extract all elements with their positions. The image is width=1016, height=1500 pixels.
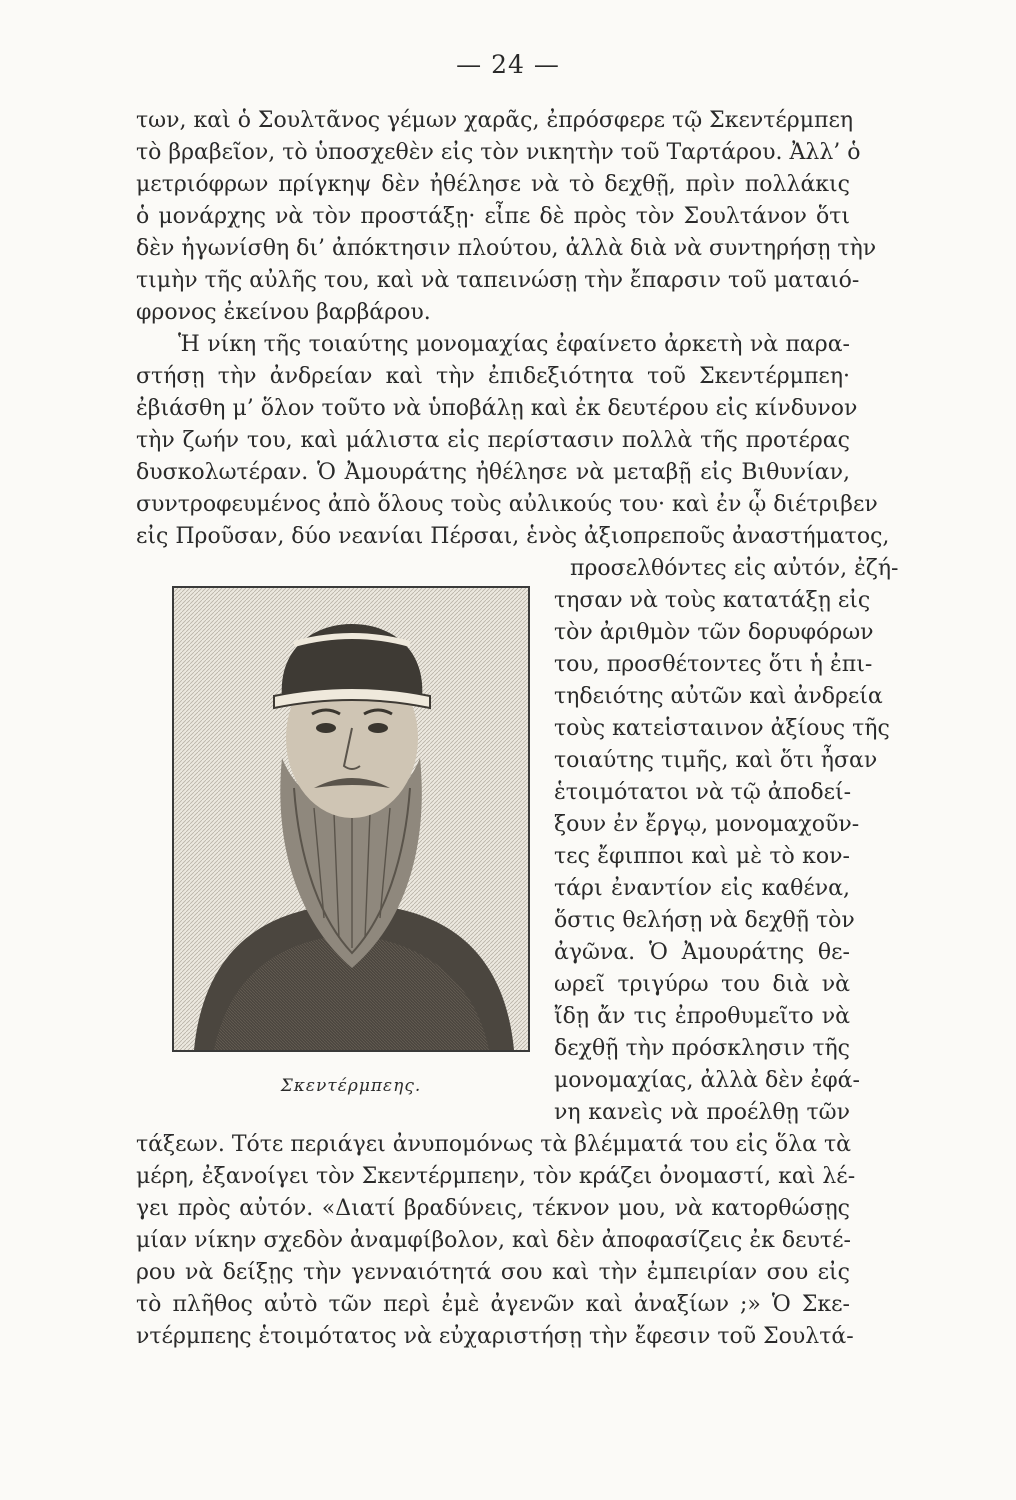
text-line: γει πρὸς αὐτόν. «Διατί βραδύνεις, τέκνον μου, νὰ κατορθώσῃς	[136, 1196, 850, 1221]
text-line: του, προσθέτοντες ὅτι ἡ ἐπι-	[554, 652, 873, 677]
text-line: συντροφευμένος ἀπὸ ὅλους τοὺς αὐλικούς του· καὶ ἐν ᾧ διέτριβεν	[136, 492, 878, 517]
text-line: ρου νὰ δείξῃς τὴν γενναιότητά σου καὶ τὴν ἐμπειρίαν σου εἰς	[136, 1260, 850, 1285]
text-line: τοὺς κατεἱσταινον ἀξίους τῆς	[554, 716, 890, 741]
text-line: ὁ μονάρχης νὰ τὸν προστάξῃ· εἶπε δὲ πρὸς τὸν Σουλτάνον ὅτι	[136, 204, 850, 229]
text-line: μετριόφρων πρίγκηψ δὲν ἠθέλησε νὰ τὸ δεχθῇ, πρὶν πολλάκις	[136, 172, 850, 197]
text-line: τηδειότης αὐτῶν καὶ ἀνδρεία	[554, 684, 883, 709]
text-line: ἴδῃ ἄν τις ἐπροθυμεῖτο νὰ	[554, 1004, 850, 1029]
text-line: στήσῃ τὴν ἀνδρείαν καὶ τὴν ἐπιδεξιότητα τοῦ Σκεντέρμπεη·	[136, 364, 850, 389]
text-line: τάρι ἐναντίον εἰς καθένα,	[554, 876, 850, 901]
text-line: τὴν ζωήν του, καὶ μάλιστα εἰς περίστασιν πολλὰ τῆς προτέρας	[136, 428, 850, 453]
text-line: μονομαχίας, ἀλλὰ δὲν ἐφά-	[554, 1068, 860, 1093]
text-line: Ἡ νίκη τῆς τοιαύτης μονομαχίας ἐφαίνετο ἀρκετὴ νὰ παρα-	[178, 332, 850, 357]
text-line: ντέρμπεης ἑτοιμότατος νὰ εὐχαριστήσῃ τὴν ἔφεσιν τοῦ Σουλτά-	[136, 1324, 854, 1349]
text-line: ξουν ἐν ἔργῳ, μονομαχοῦν-	[554, 812, 860, 837]
page-number: — 24 —	[456, 50, 560, 79]
text-line: ωρεῖ τριγύρω του διὰ νὰ	[554, 972, 850, 997]
text-line: τοιαύτης τιμῆς, καὶ ὅτι ἦσαν	[554, 748, 878, 773]
text-line: τὸν ἀριθμὸν τῶν δορυφόρων	[554, 620, 874, 645]
text-line: ἑτοιμότατοι νὰ τῷ ἀποδεί-	[554, 780, 852, 805]
text-line: τες ἔφιπποι καὶ μὲ τὸ κον-	[554, 844, 850, 869]
text-line: μέρη, ἐξανοίγει τὸν Σκεντέρμπεην, τὸν κράζει ὀνομαστί, καὶ λέ-	[136, 1164, 856, 1189]
text-line: δὲν ἠγωνίσθη δι’ ἀπόκτησιν πλούτου, ἀλλὰ διὰ νὰ συντηρήσῃ τὴν	[136, 236, 877, 261]
text-line: των, καὶ ὁ Σουλτᾶνος γέμων χαρᾶς, ἐπρόσφερε τῷ Σκεντέρμπεη	[136, 108, 854, 133]
text-line: δυσκολωτέραν. Ὁ Ἀμουράτης ἠθέλησε νὰ μεταβῇ εἰς Βιθυνίαν,	[136, 460, 850, 485]
text-line: τιμὴν τῆς αὐλῆς του, καὶ νὰ ταπεινώσῃ τὴν ἔπαρσιν τοῦ ματαιό-	[136, 268, 860, 293]
portrait-engraving	[172, 586, 530, 1052]
text-line: ὅστις θελήσῃ νὰ δεχθῇ τὸν	[554, 908, 855, 933]
text-line: τὸ πλῆθος αὐτὸ τῶν περὶ ἐμὲ ἀγενῶν καὶ ἀναξίων ;» Ὁ Σκε-	[136, 1292, 850, 1317]
text-line: προσελθόντες εἰς αὐτόν, ἐζή-	[570, 556, 899, 581]
portrait-caption: Σκεντέρμπεης.	[280, 1076, 422, 1096]
text-line: φρονος ἐκείνου βαρβάρου.	[136, 300, 431, 325]
text-line: ἀγῶνα. Ὁ Ἀμουράτης θε-	[554, 940, 850, 965]
text-line: μίαν νίκην σχεδὸν ἀναμφίβολον, καὶ δὲν ἀποφασίζεις ἐκ δευτέ-	[136, 1228, 851, 1253]
text-line: ἐβιάσθη μ’ ὅλον τοῦτο νὰ ὑποβάλῃ καὶ ἐκ δευτέρου εἰς κίνδυνον	[136, 396, 858, 421]
text-line: τὸ βραβεῖον, τὸ ὑποσχεθὲν εἰς τὸν νικητὴν τοῦ Ταρτάρου. Ἀλλ’ ὁ	[136, 140, 861, 165]
text-line: τησαν νὰ τοὺς κατατάξῃ εἰς	[554, 588, 871, 613]
text-line: νη κανεὶς νὰ προέλθῃ τῶν	[554, 1100, 850, 1125]
text-line: εἰς Προῦσαν, δύο νεανίαι Πέρσαι, ἑνὸς ἀξιοπρεποῦς ἀναστήματος,	[136, 524, 890, 549]
text-line: δεχθῇ τὴν πρόσκλησιν τῆς	[554, 1036, 850, 1061]
text-line: τάξεων. Τότε περιάγει ἀνυπομόνως τὰ βλέμματά του εἰς ὅλα τὰ	[136, 1132, 851, 1157]
